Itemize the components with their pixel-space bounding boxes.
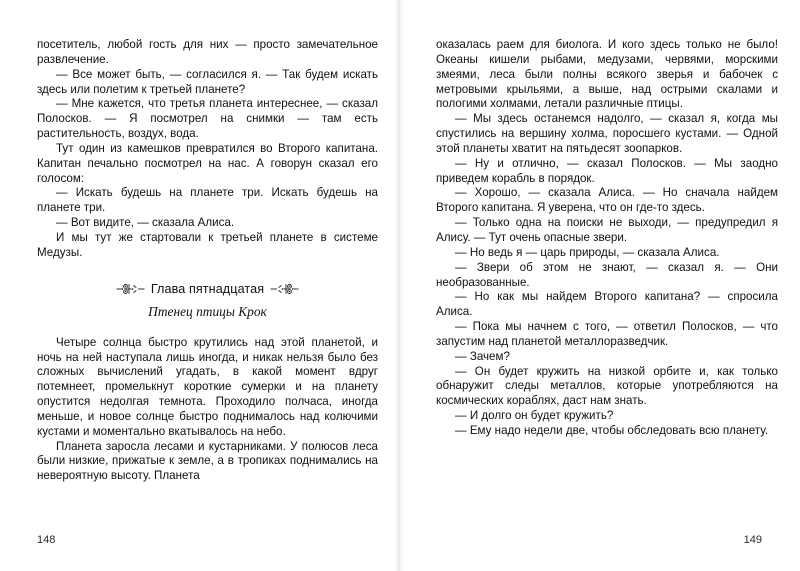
right-page	[400, 0, 800, 571]
paragraph: оказалась раем для биолога. И кого здесь только не было! Океаны кишели рыбами, медузами, червями, морскими змеями, леса были полны всякого зверья и бабочек с метровыми крыльями, а выше, над острыми скалами и пологими холмами, летали различные птицы.	[436, 38, 778, 111]
paragraph: Планета заросла лесами и кустарниками. У полюсов леса были низкие, прижатые к земле, а в тропиках поднимались на невероятную высоту. Планета	[37, 439, 378, 483]
paragraph: — Пока мы начнем с того, — ответил Полосков, — что запустим над планетой металлоразведчик.	[436, 320, 778, 348]
paragraph: — Вот видите, — сказала Алиса.	[56, 216, 235, 230]
paragraph: — И долго он будет кружить?	[455, 409, 614, 423]
fleuron-ornament-icon	[269, 282, 299, 296]
page-number-right: 149	[743, 534, 762, 546]
paragraph: И мы тут же стартовали к третьей планете в системе Медузы.	[37, 230, 378, 259]
paragraph: — Искать будешь на планете три. Искать будешь на планете три.	[37, 186, 378, 215]
paragraph: — Мы здесь останемся надолго, — сказал я, когда мы спустились на вершину холма, поросшего кустами. — Одной этой планеты хватит на пятьдесят зоопарков.	[436, 112, 778, 155]
chapter-title-row	[37, 281, 378, 297]
paragraph: посетитель, любой гость для них — просто замечательное развлечение.	[37, 38, 378, 66]
paragraph: — Хорошо, — сказала Алиса. — Но сначала найдем Второго капитана. Я уверена, что он где-то здесь.	[436, 186, 778, 215]
fleuron-ornament-icon	[116, 282, 146, 296]
paragraph: — Все может быть, — согласился я. — Так будем искать здесь или полетим к третьей планете?	[37, 67, 378, 96]
paragraph: — Ну и отлично, — сказал Полосков. — Мы заодно приведем корабль в порядок.	[436, 156, 778, 185]
paragraph: — Мне кажется, что третья планета интереснее, — сказал Полосков. — Я посмотрел на снимки — там есть растительность, воздух, вода.	[37, 97, 378, 141]
left-page-text-bottom	[37, 336, 378, 484]
page-number-left: 148	[37, 534, 56, 546]
paragraph: — Зачем?	[455, 349, 510, 363]
chapter-heading	[37, 281, 378, 320]
paragraph: — Он будет кружить на низкой орбите и, как только обнаружит следы металлов, которые употребляются на космических кораблях, даст нам знать.	[436, 364, 778, 408]
paragraph: Тут один из камешков превратился во Второго капитана. Капитан печально посмотрел на нас. А говорун сказал его голосом:	[37, 141, 378, 185]
paragraph: Четыре солнца быстро крутились над этой планетой, и ночь на ней наступала лишь иногда, и никак нельзя было без сложных вычислений угадать, в какой момент вдруг потемнеет, промелькнут короткие сумерки и на планету опустится недолгая темнота. Проходило полчаса, иногда меньше, и новое солнце быстро поднималось над колючими кустами и моментально вкатывалось на небо.	[37, 335, 378, 438]
chapter-subtitle: Птенец птицы Крок	[148, 303, 267, 319]
paragraph: — Но ведь я — царь природы, — сказала Алиса.	[455, 245, 720, 259]
right-page-text	[436, 38, 778, 439]
paragraph: — Звери об этом не знают, — сказал я. — Они необразованные.	[436, 260, 778, 289]
paragraph: — Ему надо недели две, чтобы обследовать всю планету.	[455, 423, 769, 437]
paragraph: — Только одна на поиски не выходи, — предупредил я Алису. — Тут очень опасные звери.	[436, 216, 778, 244]
chapter-title: Глава пятнадцатая	[150, 281, 265, 296]
paragraph: — Но как мы найдем Второго капитана? — спросила Алиса.	[436, 290, 778, 319]
left-page-text-top	[37, 38, 378, 261]
